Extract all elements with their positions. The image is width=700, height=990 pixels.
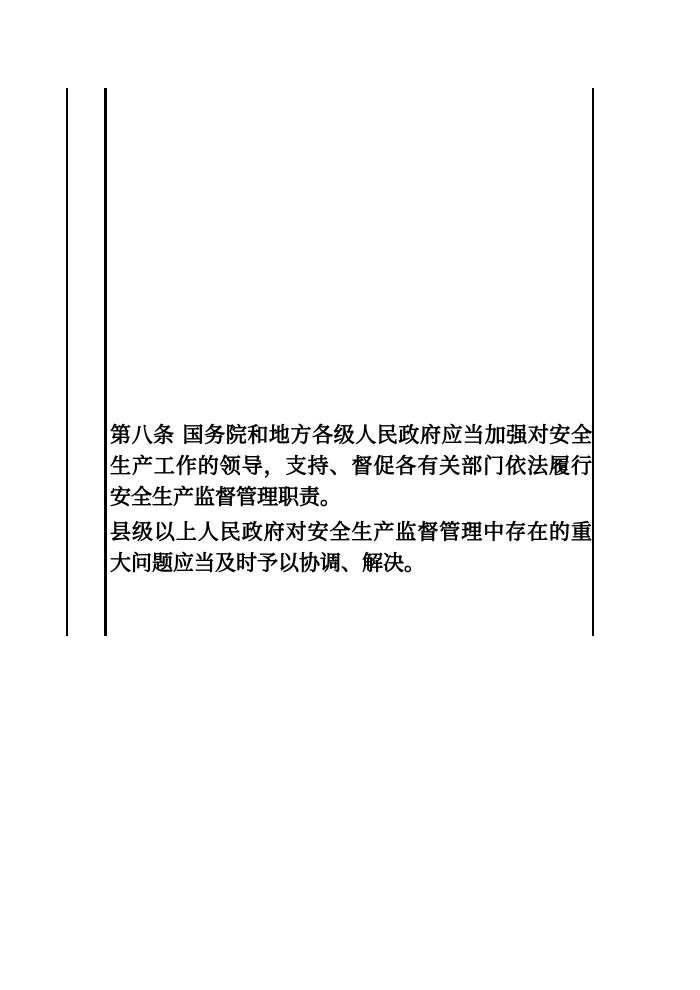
paragraph-article-eight: 第八条 国务院和地方各级人民政府应当加强对安全生产工作的领导，支持、督促各有关部门依法履行安全生产监督管理职责。: [110, 423, 592, 509]
left-outer-vertical-rule: [66, 88, 68, 636]
left-inner-vertical-rule: [104, 88, 107, 636]
document-text-block: [110, 420, 592, 579]
right-vertical-rule: [592, 88, 594, 636]
paragraph-county-level: 县级以上人民政府对安全生产监督管理中存在的重大问题应当及时予以协调、解决。: [110, 520, 592, 575]
